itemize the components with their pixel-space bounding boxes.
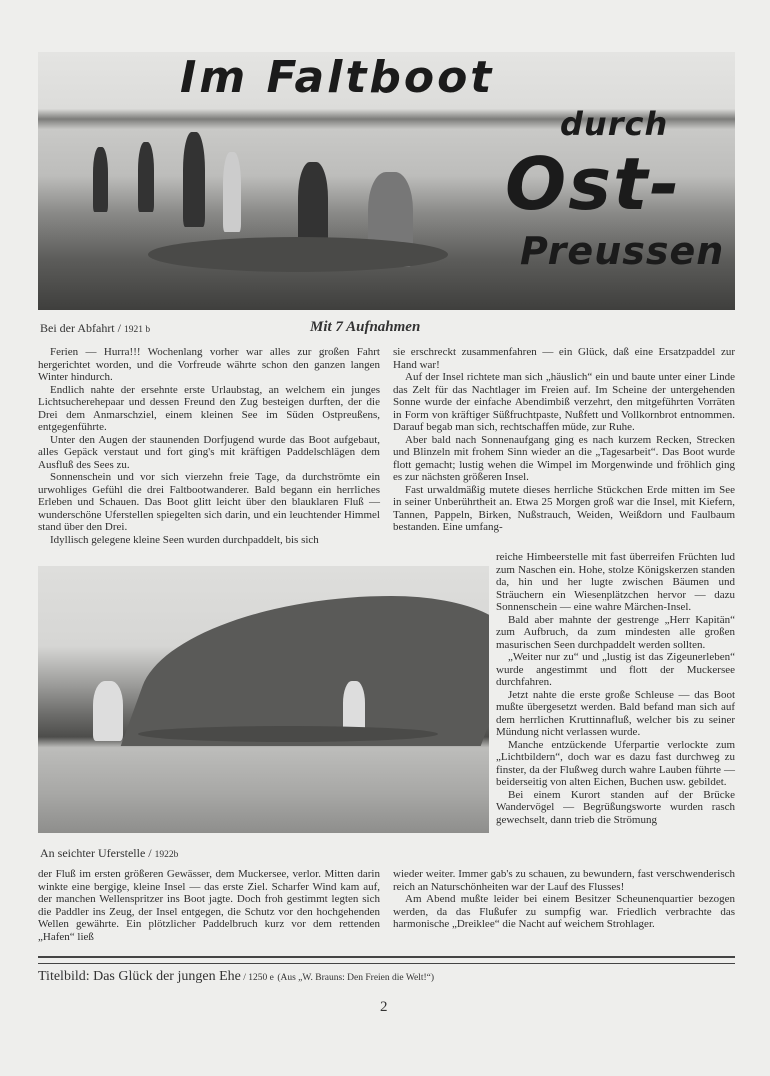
paragraph: wieder weiter. Immer gab's zu schauen, zu bewundern, fast verschwenderisch reich an Naturschönheiten war der Lauf des Flusses!	[393, 868, 735, 893]
paragraph: reiche Himbeerstelle mit fast überreifen Früchten lud zum Naschen ein. Hohe, stolze Königskerzen standen da, hin und her lugte zwischen Bäumen und Sträuchern ein Wiesenplätzchen hervor — dazu Sonnenschein — eine wahre Märchen-Insel.	[496, 551, 735, 613]
paragraph: Am Abend mußte leider bei einem Besitzer Scheunenquartier bezogen werden, da das Flußufer zu sumpfig war. Friedlich verbrachte das harmonische „Dreiklee“ die Nacht auf weichem Strohlager.	[393, 893, 735, 930]
column-left-top	[38, 346, 380, 546]
paragraph: Manche entzückende Uferpartie verlockte zum „Lichtbildern“, doch war es dazu fast durchweg zu finster, da der Flußweg durch wahre Lauben führte — beiderseitig von alten Eichen, Buchen usw. gebildet.	[496, 738, 735, 788]
subtitle: Mit 7 Aufnahmen	[310, 319, 421, 335]
paragraph: „Weiter nur zu“ und „lustig ist das Zigeunerleben“ wurde angestimmt und flott der Muckersee durchfahren.	[496, 651, 735, 688]
photo1-caption	[40, 321, 150, 337]
column-right-top	[393, 346, 735, 534]
page-number: 2	[380, 999, 388, 1015]
paragraph: Bald aber mahnte der gestrenge „Herr Kapitän“ zum Aufbruch, da zum mindesten alle großen masurischen Seen durchpaddelt werden sollten.	[496, 613, 735, 651]
paragraph: sie erschreckt zusammenfahren — ein Glück, daß eine Ersatzpaddel zur Hand war!	[393, 346, 735, 371]
caption-code: 1921 b	[124, 325, 151, 335]
caption-text: Bei der Abfahrt	[40, 321, 115, 335]
title-durch: durch	[560, 105, 669, 143]
cover-image-note	[38, 968, 434, 987]
paragraph: Unter den Augen der staunenden Dorfjugend wurde das Boot aufgebaut, alles Gepäck verstaut und fort ging's mit kräftigen Paddelschlägen dem Ausfluß des Sees zu.	[38, 433, 380, 471]
cover-label: Titelbild: Das Glück der jungen Ehe	[38, 969, 241, 984]
column-left-bottom	[38, 868, 380, 943]
column-right-bottom	[393, 868, 735, 931]
caption-text: An seichter Uferstelle	[40, 846, 146, 860]
paragraph: Fast urwaldmäßig mutete dieses herrliche Stückchen Erde mitten im See in seiner Unberührtheit an. Etwa 25 Morgen groß war die Insel, mit Kiefern, Tannen, Pappeln, Birken, Nußstrauch, Weiden, Weißdorn und Faulbaum bestanden. Eine umfang-	[393, 483, 735, 533]
paragraph: Ferien — Hurra!!! Wochenlang vorher war alles zur großen Fahrt hergerichtet worden, und die Vorfreude währte schon den ganzen langen Winter hindurch.	[38, 346, 380, 383]
paragraph: Aber bald nach Sonnenaufgang ging es nach kurzem Recken, Strecken und Blinzeln mit frohem Sinn wieder an die „Tagesarbeit“. Das Boot wurde flott gemacht; lustig wehen die Wimpel im Morgenwinde und fröhlich ging es zur nächsten größeren Insel.	[393, 433, 735, 483]
title-ost: Ost-	[505, 142, 682, 226]
shallow-shore-photo	[38, 566, 489, 833]
double-rule-divider	[38, 956, 735, 964]
paragraph: Bei einem Kurort standen auf der Brücke Wandervögel — Begrüßungsworte wurden rasch gewechselt, dann trieb die Strömung	[496, 788, 735, 826]
paragraph: Sonnenschein und vor sich vierzehn freie Tage, da durchströmte ein urwohliges Gefühl die drei Faltbootwanderer. Bald begann ein herrliches Erleben und Schauen. Das Boot glitt leicht über den blauklaren Fluß — wunderschöne Uferstellen spiegelten sich darin, und ein leuchtender Himmel stand über den Drei.	[38, 471, 380, 533]
title-im-faltboot: Im Faltboot	[180, 52, 495, 103]
cover-code: 1250 e	[248, 973, 274, 983]
paragraph: der Fluß im ersten größeren Gewässer, dem Muckersee, verlor. Mitten darin winkte eine bergige, kleine Insel — das erste Ziel. Scharfer Wind kam auf, der manchen Wellenspritzer ins Boot jagte. Doch froh gestimmt legten sich die Paddler ins Zeug, der Insel entgegen, die Schutz vor den hochgehenden Wellen gewährte. Ein plötzlicher Paddelbruch kurz vor dem rettenden „Hafen“ ließ	[38, 868, 380, 943]
cover-source: (Aus „W. Brauns: Den Freien die Welt!“)	[277, 973, 435, 983]
paragraph: Idyllisch gelegene kleine Seen wurden durchpaddelt, bis sich	[50, 533, 319, 546]
caption-code: 1922b	[154, 850, 179, 860]
paragraph: Jetzt nahte die erste große Schleuse — das Boot mußte übergesetzt werden. Bald befand man sich auf dem herrlichen Kruttinnafluß, welcher bis zu seiner Mündung nicht verlassen wurde.	[496, 688, 735, 738]
caption-separator: /	[114, 321, 124, 335]
title-preussen: Preussen	[520, 229, 725, 273]
caption-separator: /	[145, 846, 155, 860]
paragraph: Auf der Insel richtete man sich „häuslich“ ein und baute unter einer Linde das Zelt für das Nachtlager im Freien auf. Im Scheine der untergehenden Sonne wurde der einfache Abendimbiß verzehrt, den mitgeführten Vorräten in Form von kräftiger Süßfruchtpaste, Nußfett und Vollkornbrot entnommen. Darauf begab man sich, rechtschaffen müde, zur Ruhe.	[393, 371, 735, 433]
photo2-caption	[40, 846, 178, 862]
cover-separator: /	[240, 973, 249, 983]
paragraph: Endlich nahte der ersehnte erste Urlaubstag, an welchem ein junges Lichtsucherehepaar und dessen Freund den Zug besteigen durften, der die Drei dem Anmarschziel, einem kleinen See im Süden Ostpreußens, entgegenführte.	[38, 383, 380, 433]
column-right-middle	[496, 551, 735, 826]
